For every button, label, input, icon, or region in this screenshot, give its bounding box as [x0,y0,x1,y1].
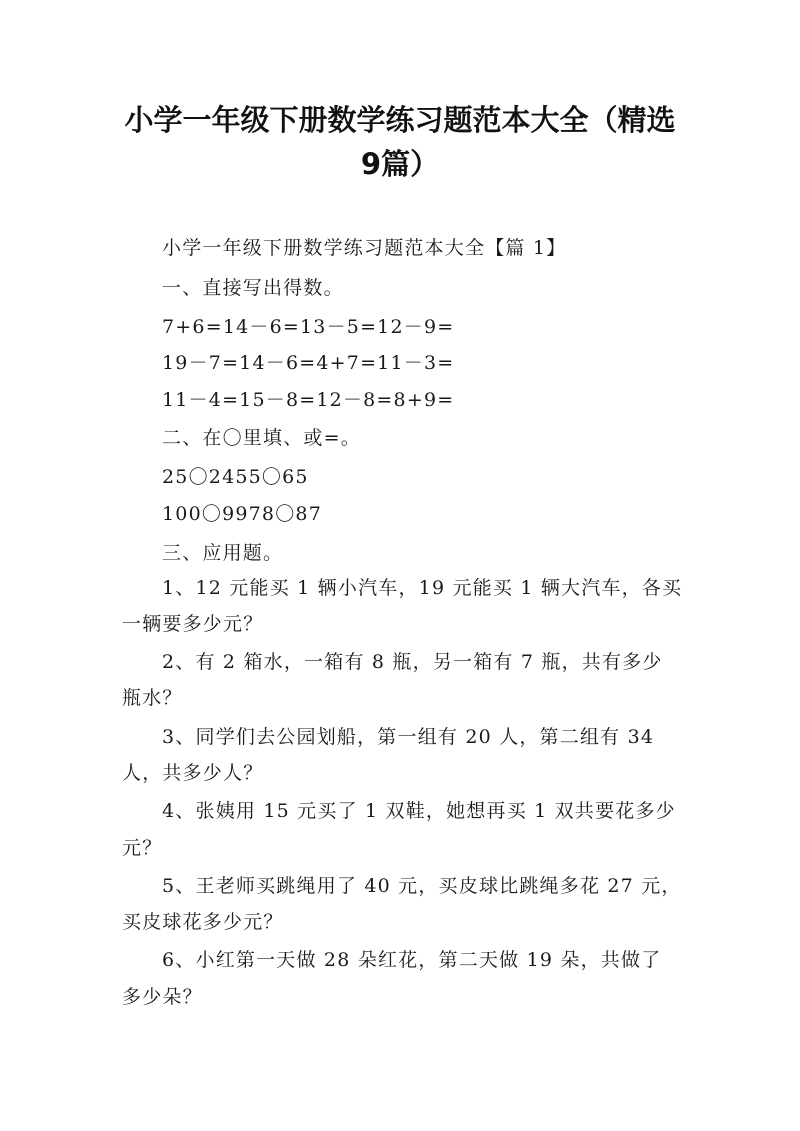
problem-line: 人，共多少人？ [122,762,264,784]
part2-row: 25〇2455〇65 [162,466,309,488]
problem-line: 瓶水？ [122,687,183,709]
problem-line: 4、张姨用 15 元买了 1 双鞋，她想再买 1 双共要花多少 [162,800,676,822]
problem-line: 买皮球花多少元？ [122,911,284,933]
problem-line: 一辆要多少元？ [122,613,264,635]
problem-line: 多少朵？ [122,986,203,1008]
part3-heading: 三、应用题。 [162,542,284,564]
problem-line: 2、有 2 箱水，一箱有 8 瓶，另一箱有 7 瓶，共有多少 [162,651,663,673]
document-title-line1: 小学一年级下册数学练习题范本大全（精选 [124,103,676,137]
problem-line: 3、同学们去公园划船，第一组有 20 人，第二组有 34 [162,726,655,748]
problem-line: 元？ [122,837,163,859]
part1-heading: 一、直接写出得数。 [162,277,344,299]
part1-row: 7+6=14－6=13－5=12－9= [162,316,455,338]
problem-line: 6、小红第一天做 28 朵红花，第二天做 19 朵，共做了 [162,949,662,971]
section-heading: 小学一年级下册数学练习题范本大全【篇 1】 [162,237,567,259]
problem-line: 5、王老师买跳绳用了 40 元，买皮球比跳绳多花 27 元， [162,875,682,897]
part1-row: 11－4=15－8=12－8=8+9= [162,389,455,411]
part2-heading: 二、在〇里填、或=。 [162,427,361,449]
part1-row: 19－7=14－6=4+7=11－3= [162,352,455,374]
part2-row: 100〇9978〇87 [162,503,322,525]
problem-line: 1、12 元能买 1 辆小汽车，19 元能买 1 辆大汽车，各买 [162,577,683,599]
document-title-line2: 9篇） [360,147,440,181]
